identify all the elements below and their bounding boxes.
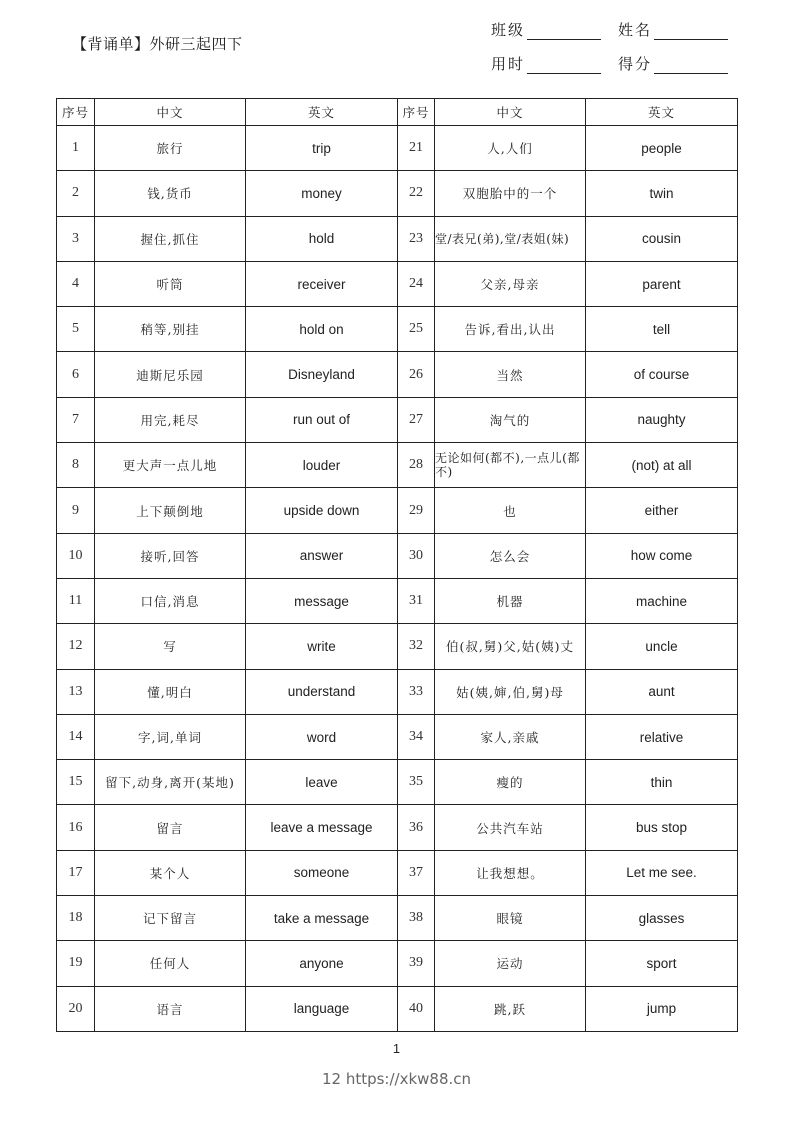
english-word: bus stop bbox=[586, 805, 738, 850]
item-number: 22 bbox=[398, 171, 435, 216]
english-word: either bbox=[586, 488, 738, 533]
table-row bbox=[57, 805, 738, 850]
chinese-meaning: 运动 bbox=[435, 941, 586, 986]
item-number: 1 bbox=[57, 126, 95, 171]
column-header-english: 英文 bbox=[246, 99, 398, 126]
table-row bbox=[57, 896, 738, 941]
item-number: 23 bbox=[398, 216, 435, 261]
column-header-chinese: 中文 bbox=[435, 99, 586, 126]
english-word: anyone bbox=[246, 941, 398, 986]
english-word: tell bbox=[586, 307, 738, 352]
vocabulary-table bbox=[56, 98, 738, 1032]
chinese-meaning: 无论如何(都不),一点儿(都不) bbox=[435, 443, 586, 488]
english-word: how come bbox=[586, 533, 738, 578]
item-number: 8 bbox=[57, 443, 95, 488]
item-number: 39 bbox=[398, 941, 435, 986]
table-row bbox=[57, 126, 738, 171]
chinese-meaning: 双胞胎中的一个 bbox=[435, 171, 586, 216]
english-word: jump bbox=[586, 986, 738, 1031]
item-number: 12 bbox=[57, 624, 95, 669]
item-number: 21 bbox=[398, 126, 435, 171]
item-number: 40 bbox=[398, 986, 435, 1031]
name-field bbox=[618, 19, 728, 40]
table-row bbox=[57, 488, 738, 533]
item-number: 29 bbox=[398, 488, 435, 533]
chinese-meaning: 堂/表兄(弟),堂/表姐(妹) bbox=[435, 216, 586, 261]
english-word: upside down bbox=[246, 488, 398, 533]
column-header-number: 序号 bbox=[398, 99, 435, 126]
chinese-meaning: 钱,货币 bbox=[95, 171, 246, 216]
chinese-meaning: 写 bbox=[95, 624, 246, 669]
english-word: parent bbox=[586, 261, 738, 306]
chinese-meaning: 旅行 bbox=[95, 126, 246, 171]
english-word: leave a message bbox=[246, 805, 398, 850]
score-blank[interactable] bbox=[654, 59, 728, 74]
chinese-meaning: 稍等,别挂 bbox=[95, 307, 246, 352]
table-row bbox=[57, 669, 738, 714]
item-number: 3 bbox=[57, 216, 95, 261]
english-word: hold bbox=[246, 216, 398, 261]
chinese-meaning: 淘气的 bbox=[435, 397, 586, 442]
item-number: 27 bbox=[398, 397, 435, 442]
time-blank[interactable] bbox=[527, 59, 601, 74]
item-number: 15 bbox=[57, 760, 95, 805]
item-number: 10 bbox=[57, 533, 95, 578]
english-word: trip bbox=[246, 126, 398, 171]
chinese-meaning: 伯(叔,舅)父,姑(姨)丈 bbox=[435, 624, 586, 669]
item-number: 32 bbox=[398, 624, 435, 669]
chinese-meaning: 口信,消息 bbox=[95, 578, 246, 623]
name-label: 姓名 bbox=[618, 21, 653, 39]
chinese-meaning: 某个人 bbox=[95, 850, 246, 895]
item-number: 13 bbox=[57, 669, 95, 714]
english-word: machine bbox=[586, 578, 738, 623]
chinese-meaning: 告诉,看出,认出 bbox=[435, 307, 586, 352]
time-label: 用时 bbox=[491, 55, 526, 73]
english-word: of course bbox=[586, 352, 738, 397]
class-blank[interactable] bbox=[527, 25, 601, 40]
chinese-meaning: 更大声一点儿地 bbox=[95, 443, 246, 488]
item-number: 31 bbox=[398, 578, 435, 623]
english-word: write bbox=[246, 624, 398, 669]
chinese-meaning: 眼镜 bbox=[435, 896, 586, 941]
chinese-meaning: 家人,亲戚 bbox=[435, 714, 586, 759]
item-number: 37 bbox=[398, 850, 435, 895]
chinese-meaning: 用完,耗尽 bbox=[95, 397, 246, 442]
chinese-meaning: 瘦的 bbox=[435, 760, 586, 805]
chinese-meaning: 留言 bbox=[95, 805, 246, 850]
table-row bbox=[57, 216, 738, 261]
item-number: 5 bbox=[57, 307, 95, 352]
table-row bbox=[57, 986, 738, 1031]
time-field bbox=[491, 53, 601, 74]
english-word: twin bbox=[586, 171, 738, 216]
table-header-row bbox=[57, 99, 738, 126]
english-word: sport bbox=[586, 941, 738, 986]
chinese-meaning: 人,人们 bbox=[435, 126, 586, 171]
chinese-meaning: 任何人 bbox=[95, 941, 246, 986]
english-word: understand bbox=[246, 669, 398, 714]
table-row bbox=[57, 397, 738, 442]
table-row bbox=[57, 760, 738, 805]
table-row bbox=[57, 941, 738, 986]
item-number: 18 bbox=[57, 896, 95, 941]
table-row bbox=[57, 714, 738, 759]
english-word: glasses bbox=[586, 896, 738, 941]
item-number: 20 bbox=[57, 986, 95, 1031]
item-number: 25 bbox=[398, 307, 435, 352]
item-number: 36 bbox=[398, 805, 435, 850]
english-word: louder bbox=[246, 443, 398, 488]
chinese-meaning: 握住,抓住 bbox=[95, 216, 246, 261]
chinese-meaning: 接听,回答 bbox=[95, 533, 246, 578]
english-word: thin bbox=[586, 760, 738, 805]
table-row bbox=[57, 578, 738, 623]
english-word: answer bbox=[246, 533, 398, 578]
item-number: 19 bbox=[57, 941, 95, 986]
item-number: 26 bbox=[398, 352, 435, 397]
column-header-number: 序号 bbox=[57, 99, 95, 126]
english-word: naughty bbox=[586, 397, 738, 442]
score-label: 得分 bbox=[618, 55, 653, 73]
chinese-meaning: 上下颠倒地 bbox=[95, 488, 246, 533]
table-row bbox=[57, 307, 738, 352]
chinese-meaning: 也 bbox=[435, 488, 586, 533]
item-number: 6 bbox=[57, 352, 95, 397]
item-number: 4 bbox=[57, 261, 95, 306]
column-header-chinese: 中文 bbox=[95, 99, 246, 126]
english-word: receiver bbox=[246, 261, 398, 306]
chinese-meaning: 当然 bbox=[435, 352, 586, 397]
item-number: 14 bbox=[57, 714, 95, 759]
chinese-meaning: 怎么会 bbox=[435, 533, 586, 578]
document-title: 【背诵单】外研三起四下 bbox=[72, 35, 243, 53]
chinese-meaning: 姑(姨,婶,伯,舅)母 bbox=[435, 669, 586, 714]
item-number: 33 bbox=[398, 669, 435, 714]
chinese-meaning: 迪斯尼乐园 bbox=[95, 352, 246, 397]
item-number: 9 bbox=[57, 488, 95, 533]
item-number: 24 bbox=[398, 261, 435, 306]
english-word: uncle bbox=[586, 624, 738, 669]
watermark: 12 https://xkw88.cn bbox=[321, 1070, 472, 1088]
english-word: message bbox=[246, 578, 398, 623]
item-number: 35 bbox=[398, 760, 435, 805]
item-number: 7 bbox=[57, 397, 95, 442]
english-word: language bbox=[246, 986, 398, 1031]
table-row bbox=[57, 443, 738, 488]
item-number: 38 bbox=[398, 896, 435, 941]
english-word: Let me see. bbox=[586, 850, 738, 895]
chinese-meaning: 字,词,单词 bbox=[95, 714, 246, 759]
chinese-meaning: 跳,跃 bbox=[435, 986, 586, 1031]
class-label: 班级 bbox=[491, 21, 526, 39]
english-word: (not) at all bbox=[586, 443, 738, 488]
chinese-meaning: 机器 bbox=[435, 578, 586, 623]
class-field bbox=[491, 19, 601, 40]
english-word: aunt bbox=[586, 669, 738, 714]
english-word: run out of bbox=[246, 397, 398, 442]
table-row bbox=[57, 624, 738, 669]
chinese-meaning: 记下留言 bbox=[95, 896, 246, 941]
item-number: 30 bbox=[398, 533, 435, 578]
table-row bbox=[57, 171, 738, 216]
english-word: cousin bbox=[586, 216, 738, 261]
name-blank[interactable] bbox=[654, 25, 728, 40]
english-word: Disneyland bbox=[246, 352, 398, 397]
table-row bbox=[57, 352, 738, 397]
table-row bbox=[57, 850, 738, 895]
english-word: hold on bbox=[246, 307, 398, 352]
item-number: 28 bbox=[398, 443, 435, 488]
english-word: word bbox=[246, 714, 398, 759]
item-number: 2 bbox=[57, 171, 95, 216]
chinese-meaning: 公共汽车站 bbox=[435, 805, 586, 850]
chinese-meaning: 让我想想。 bbox=[435, 850, 586, 895]
chinese-meaning: 父亲,母亲 bbox=[435, 261, 586, 306]
column-header-english: 英文 bbox=[586, 99, 738, 126]
english-word: people bbox=[586, 126, 738, 171]
page-number: 1 bbox=[392, 1041, 401, 1056]
english-word: take a message bbox=[246, 896, 398, 941]
chinese-meaning: 听筒 bbox=[95, 261, 246, 306]
chinese-meaning: 语言 bbox=[95, 986, 246, 1031]
chinese-meaning: 懂,明白 bbox=[95, 669, 246, 714]
item-number: 16 bbox=[57, 805, 95, 850]
english-word: leave bbox=[246, 760, 398, 805]
item-number: 34 bbox=[398, 714, 435, 759]
table-row bbox=[57, 261, 738, 306]
chinese-meaning: 留下,动身,离开(某地) bbox=[95, 760, 246, 805]
english-word: someone bbox=[246, 850, 398, 895]
score-field bbox=[618, 53, 728, 74]
item-number: 11 bbox=[57, 578, 95, 623]
item-number: 17 bbox=[57, 850, 95, 895]
english-word: relative bbox=[586, 714, 738, 759]
table-row bbox=[57, 533, 738, 578]
english-word: money bbox=[246, 171, 398, 216]
